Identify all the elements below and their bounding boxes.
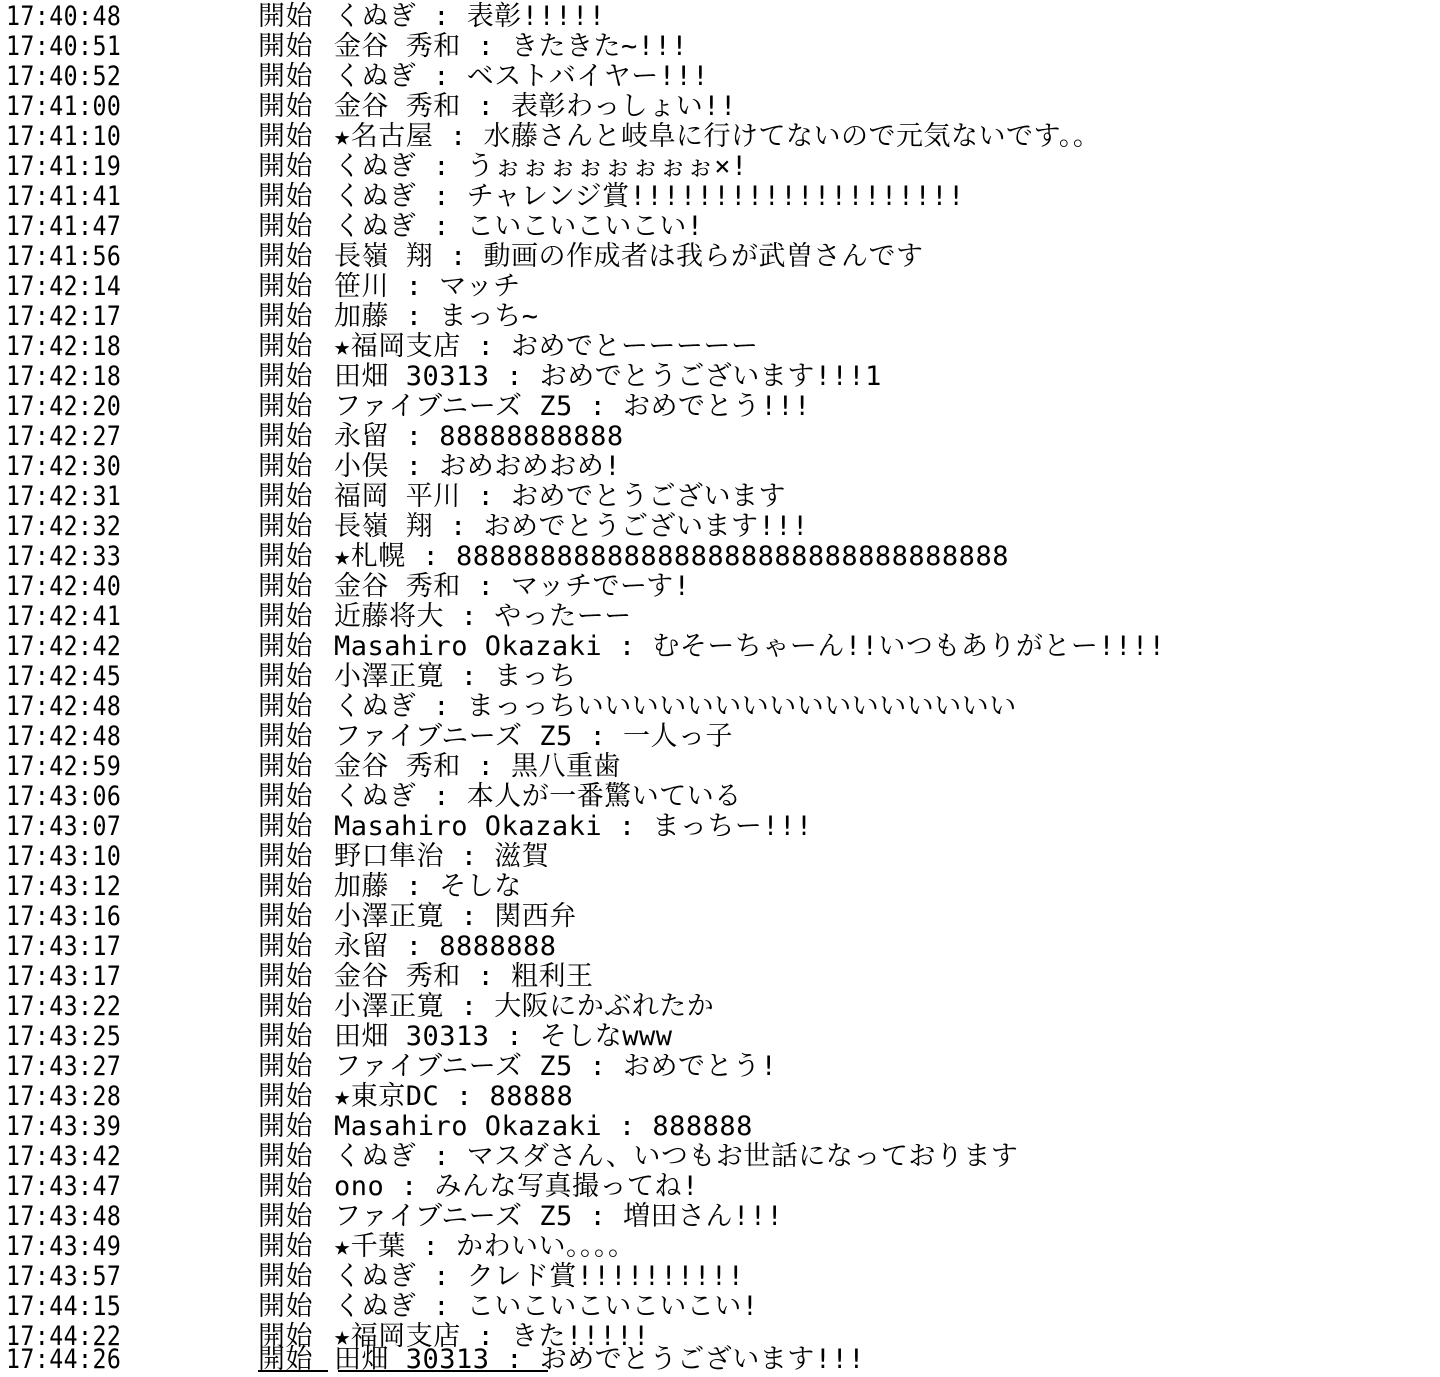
log-row bbox=[0, 1172, 1440, 1202]
log-status: 開始 bbox=[258, 781, 313, 812]
log-message: ★千葉 : かわいい。。。。 bbox=[334, 1231, 636, 1262]
log-row bbox=[0, 902, 1440, 932]
log-message: 永留 : 88888888888 bbox=[334, 421, 624, 452]
log-row-cut-off bbox=[258, 1370, 578, 1377]
log-status: 開始 bbox=[258, 481, 313, 512]
log-row bbox=[0, 752, 1440, 782]
log-row bbox=[0, 362, 1440, 392]
log-row bbox=[0, 1142, 1440, 1172]
log-status: 開始 bbox=[258, 1, 313, 32]
log-timestamp: 17:41:56 bbox=[6, 241, 122, 272]
log-row bbox=[0, 602, 1440, 632]
log-row bbox=[0, 842, 1440, 872]
log-message: ★名古屋 : 水藤さんと岐阜に行けてないので元気ないです。。 bbox=[334, 121, 1101, 152]
log-status: 開始 bbox=[258, 631, 313, 662]
log-row bbox=[0, 1262, 1440, 1292]
log-message: くぬぎ : こいこいこいこいこい! bbox=[334, 1291, 759, 1322]
log-row bbox=[0, 1202, 1440, 1232]
log-row bbox=[0, 572, 1440, 602]
log-timestamp: 17:42:41 bbox=[6, 601, 122, 632]
log-message: 金谷 秀和 : きたきた~!!! bbox=[334, 31, 689, 62]
log-row bbox=[0, 482, 1440, 512]
log-row bbox=[0, 662, 1440, 692]
log-status: 開始 bbox=[258, 91, 313, 122]
log-status: 開始 bbox=[258, 271, 313, 302]
log-status: 開始 bbox=[258, 1291, 313, 1322]
log-status: 開始 bbox=[258, 241, 313, 272]
log-status: 開始 bbox=[258, 391, 313, 422]
log-row bbox=[0, 632, 1440, 662]
log-status: 開始 bbox=[258, 601, 313, 632]
log-status: 開始 bbox=[258, 571, 313, 602]
log-message: くぬぎ : マスダさん、いつもお世話になっております bbox=[334, 1141, 1019, 1172]
log-status: 開始 bbox=[258, 661, 313, 692]
log-status: 開始 bbox=[258, 691, 313, 722]
log-message: くぬぎ : クレド賞!!!!!!!!!! bbox=[334, 1261, 745, 1292]
log-status: 開始 bbox=[258, 1345, 313, 1375]
log-message: 小澤正寛 : まっち bbox=[334, 661, 577, 692]
log-row bbox=[0, 812, 1440, 842]
log-timestamp: 17:43:22 bbox=[6, 991, 122, 1022]
log-message: 小俣 : おめおめおめ! bbox=[334, 451, 622, 482]
log-timestamp: 17:43:39 bbox=[6, 1111, 122, 1142]
log-message: ono : みんな写真撮ってね! bbox=[334, 1171, 699, 1202]
log-message: くぬぎ : こいこいこいこい! bbox=[334, 211, 704, 242]
log-timestamp: 17:43:17 bbox=[6, 961, 122, 992]
log-row bbox=[0, 242, 1440, 272]
log-timestamp: 17:43:28 bbox=[6, 1081, 122, 1112]
log-row bbox=[0, 512, 1440, 542]
log-timestamp: 17:41:41 bbox=[6, 181, 122, 212]
log-message: 加藤 : そしな bbox=[334, 871, 522, 902]
log-message: 金谷 秀和 : 粗利王 bbox=[334, 961, 594, 992]
log-row bbox=[0, 1232, 1440, 1262]
log-message: 笹川 : マッチ bbox=[334, 271, 521, 302]
log-timestamp: 17:42:40 bbox=[6, 571, 122, 602]
log-message: くぬぎ : うぉぉぉぉぉぉぉぉ×! bbox=[334, 151, 748, 182]
log-timestamp: 17:42:18 bbox=[6, 361, 122, 392]
log-status: 開始 bbox=[258, 301, 313, 332]
log-row bbox=[0, 62, 1440, 92]
log-timestamp: 17:43:06 bbox=[6, 781, 122, 812]
log-status: 開始 bbox=[258, 61, 313, 92]
log-status: 開始 bbox=[258, 1111, 313, 1142]
log-timestamp: 17:42:48 bbox=[6, 721, 122, 752]
log-message: ファイブニーズ Z5 : おめでとう! bbox=[334, 1051, 778, 1082]
log-timestamp: 17:43:48 bbox=[6, 1201, 122, 1232]
log-timestamp: 17:42:27 bbox=[6, 421, 122, 452]
log-status: 開始 bbox=[258, 1081, 313, 1112]
log-status: 開始 bbox=[258, 1261, 313, 1292]
log-message: 小澤正寛 : 大阪にかぶれたか bbox=[334, 991, 715, 1022]
log-status: 開始 bbox=[258, 361, 313, 392]
log-row bbox=[0, 1112, 1440, 1142]
log-timestamp: 17:43:42 bbox=[6, 1141, 122, 1172]
log-timestamp: 17:42:14 bbox=[6, 271, 122, 302]
log-status: 開始 bbox=[258, 1051, 313, 1082]
log-timestamp: 17:43:25 bbox=[6, 1021, 122, 1052]
log-row bbox=[0, 2, 1440, 32]
log-timestamp: 17:42:30 bbox=[6, 451, 122, 482]
log-timestamp: 17:42:42 bbox=[6, 631, 122, 662]
log-row bbox=[0, 332, 1440, 362]
log-message: 長嶺 翔 : おめでとうございます!!! bbox=[334, 511, 809, 542]
log-status: 開始 bbox=[258, 151, 313, 182]
log-timestamp: 17:42:59 bbox=[6, 751, 122, 782]
log-timestamp: 17:40:52 bbox=[6, 61, 122, 92]
log-row bbox=[0, 392, 1440, 422]
log-timestamp: 17:43:57 bbox=[6, 1261, 122, 1292]
log-message: 田畑 30313 : おめでとうございます!!! bbox=[334, 1345, 866, 1375]
log-row bbox=[0, 872, 1440, 902]
log-status: 開始 bbox=[258, 451, 313, 482]
log-status: 開始 bbox=[258, 541, 313, 572]
log-message: 金谷 秀和 : 表彰わっしょい!! bbox=[334, 91, 737, 122]
log-message: 小澤正寛 : 関西弁 bbox=[334, 901, 577, 932]
log-message: 永留 : 8888888 bbox=[334, 931, 557, 962]
log-timestamp: 17:43:47 bbox=[6, 1171, 122, 1202]
log-message: ファイブニーズ Z5 : 一人っ子 bbox=[334, 721, 733, 752]
log-status: 開始 bbox=[258, 841, 313, 872]
log-status: 開始 bbox=[258, 751, 313, 782]
log-timestamp: 17:40:51 bbox=[6, 31, 122, 62]
log-timestamp: 17:43:17 bbox=[6, 931, 122, 962]
log-status: 開始 bbox=[258, 331, 313, 362]
log-row bbox=[0, 92, 1440, 122]
log-message: 田畑 30313 : おめでとうございます!!!1 bbox=[334, 361, 882, 392]
log-message: 長嶺 翔 : 動画の作成者は我らが武曽さんです bbox=[334, 241, 924, 272]
log-timestamp: 17:43:12 bbox=[6, 871, 122, 902]
log-row bbox=[0, 542, 1440, 572]
log-message: くぬぎ : チャレンジ賞!!!!!!!!!!!!!!!!!!!! bbox=[334, 181, 965, 212]
log-message: ★東京DC : 88888 bbox=[334, 1081, 574, 1112]
log-status: 開始 bbox=[258, 31, 313, 62]
log-row bbox=[0, 152, 1440, 182]
log-status: 開始 bbox=[258, 511, 313, 542]
log-row bbox=[0, 422, 1440, 452]
log-message: Masahiro Okazaki : むそーちゃーん!!いつもありがとー!!!! bbox=[334, 631, 1166, 662]
log-row bbox=[0, 1022, 1440, 1052]
log-message: ★福岡支店 : おめでとーーーーー bbox=[334, 331, 759, 362]
log-timestamp: 17:44:26 bbox=[6, 1345, 122, 1375]
log-row bbox=[0, 212, 1440, 242]
log-message: くぬぎ : ベストバイヤー!!! bbox=[334, 61, 709, 92]
log-status: 開始 bbox=[258, 811, 313, 842]
log-status: 開始 bbox=[258, 901, 313, 932]
log-message: 福岡 平川 : おめでとうございます bbox=[334, 481, 787, 512]
log-status: 開始 bbox=[258, 421, 313, 452]
log-status: 開始 bbox=[258, 721, 313, 752]
log-row bbox=[0, 1345, 1440, 1375]
log-timestamp: 17:41:10 bbox=[6, 121, 122, 152]
log-timestamp: 17:41:19 bbox=[6, 151, 122, 182]
log-message: 加藤 : まっち~ bbox=[334, 301, 539, 332]
log-message: 金谷 秀和 : マッチでーす! bbox=[334, 571, 691, 602]
log-message: ファイブニーズ Z5 : おめでとう!!! bbox=[334, 391, 811, 422]
log-row bbox=[0, 992, 1440, 1022]
log-status: 開始 bbox=[258, 991, 313, 1022]
log-row bbox=[0, 962, 1440, 992]
log-status: 開始 bbox=[258, 871, 313, 902]
log-row bbox=[0, 122, 1440, 152]
log-status: 開始 bbox=[258, 211, 313, 242]
log-timestamp: 17:42:17 bbox=[6, 301, 122, 332]
log-row bbox=[0, 182, 1440, 212]
log-row bbox=[0, 302, 1440, 332]
log-timestamp: 17:42:33 bbox=[6, 541, 122, 572]
log-status: 開始 bbox=[258, 1231, 313, 1262]
log-row bbox=[0, 1052, 1440, 1082]
log-status: 開始 bbox=[258, 931, 313, 962]
log-timestamp: 17:44:15 bbox=[6, 1291, 122, 1322]
cut-off-text-fragment bbox=[338, 1370, 548, 1375]
log-row bbox=[0, 932, 1440, 962]
log-timestamp: 17:42:18 bbox=[6, 331, 122, 362]
log-message: Masahiro Okazaki : 888888 bbox=[334, 1111, 753, 1142]
log-status: 開始 bbox=[258, 181, 313, 212]
log-message: ★札幌 : 888888888888888888888888888888888 bbox=[334, 541, 1009, 572]
log-row bbox=[0, 452, 1440, 482]
log-row bbox=[0, 782, 1440, 812]
log-row bbox=[0, 692, 1440, 722]
log-status: 開始 bbox=[258, 121, 313, 152]
log-row bbox=[0, 1292, 1440, 1322]
log-timestamp: 17:43:07 bbox=[6, 811, 122, 842]
log-message: くぬぎ : 表彰!!!!! bbox=[334, 1, 606, 32]
log-row bbox=[0, 722, 1440, 752]
log-timestamp: 17:43:10 bbox=[6, 841, 122, 872]
log-timestamp: 17:44:22 bbox=[6, 1321, 122, 1352]
cut-off-text-fragment bbox=[258, 1370, 328, 1375]
log-status: 開始 bbox=[258, 1021, 313, 1052]
log-timestamp: 17:42:45 bbox=[6, 661, 122, 692]
log-timestamp: 17:40:48 bbox=[6, 1, 122, 32]
log-message: 近藤将大 : やったーー bbox=[334, 601, 632, 632]
log-status: 開始 bbox=[258, 1321, 313, 1352]
log-status: 開始 bbox=[258, 961, 313, 992]
log-message: 金谷 秀和 : 黒八重歯 bbox=[334, 751, 622, 782]
log-message: 野口隼治 : 滋賀 bbox=[334, 841, 550, 872]
log-message: ★福岡支店 : きた!!!!! bbox=[334, 1321, 650, 1352]
log-message: Masahiro Okazaki : まっちー!!! bbox=[334, 811, 813, 842]
log-message: くぬぎ : まっっちいいいいいいいいいいいいいいいい bbox=[334, 691, 1017, 722]
log-timestamp: 17:41:00 bbox=[6, 91, 122, 122]
log-timestamp: 17:43:27 bbox=[6, 1051, 122, 1082]
log-timestamp: 17:43:49 bbox=[6, 1231, 122, 1262]
log-status: 開始 bbox=[258, 1141, 313, 1172]
log-timestamp: 17:41:47 bbox=[6, 211, 122, 242]
log-row bbox=[0, 1082, 1440, 1112]
log-row bbox=[0, 32, 1440, 62]
log-row bbox=[0, 272, 1440, 302]
log-timestamp: 17:42:48 bbox=[6, 691, 122, 722]
log-timestamp: 17:42:32 bbox=[6, 511, 122, 542]
log-timestamp: 17:42:20 bbox=[6, 391, 122, 422]
log-message: ファイブニーズ Z5 : 増田さん!!! bbox=[334, 1201, 784, 1232]
log-timestamp: 17:43:16 bbox=[6, 901, 122, 932]
log-status: 開始 bbox=[258, 1201, 313, 1232]
log-timestamp: 17:42:31 bbox=[6, 481, 122, 512]
log-message: 田畑 30313 : そしなwww bbox=[334, 1021, 673, 1052]
log-status: 開始 bbox=[258, 1171, 313, 1202]
log-message: くぬぎ : 本人が一番驚いている bbox=[334, 781, 742, 812]
